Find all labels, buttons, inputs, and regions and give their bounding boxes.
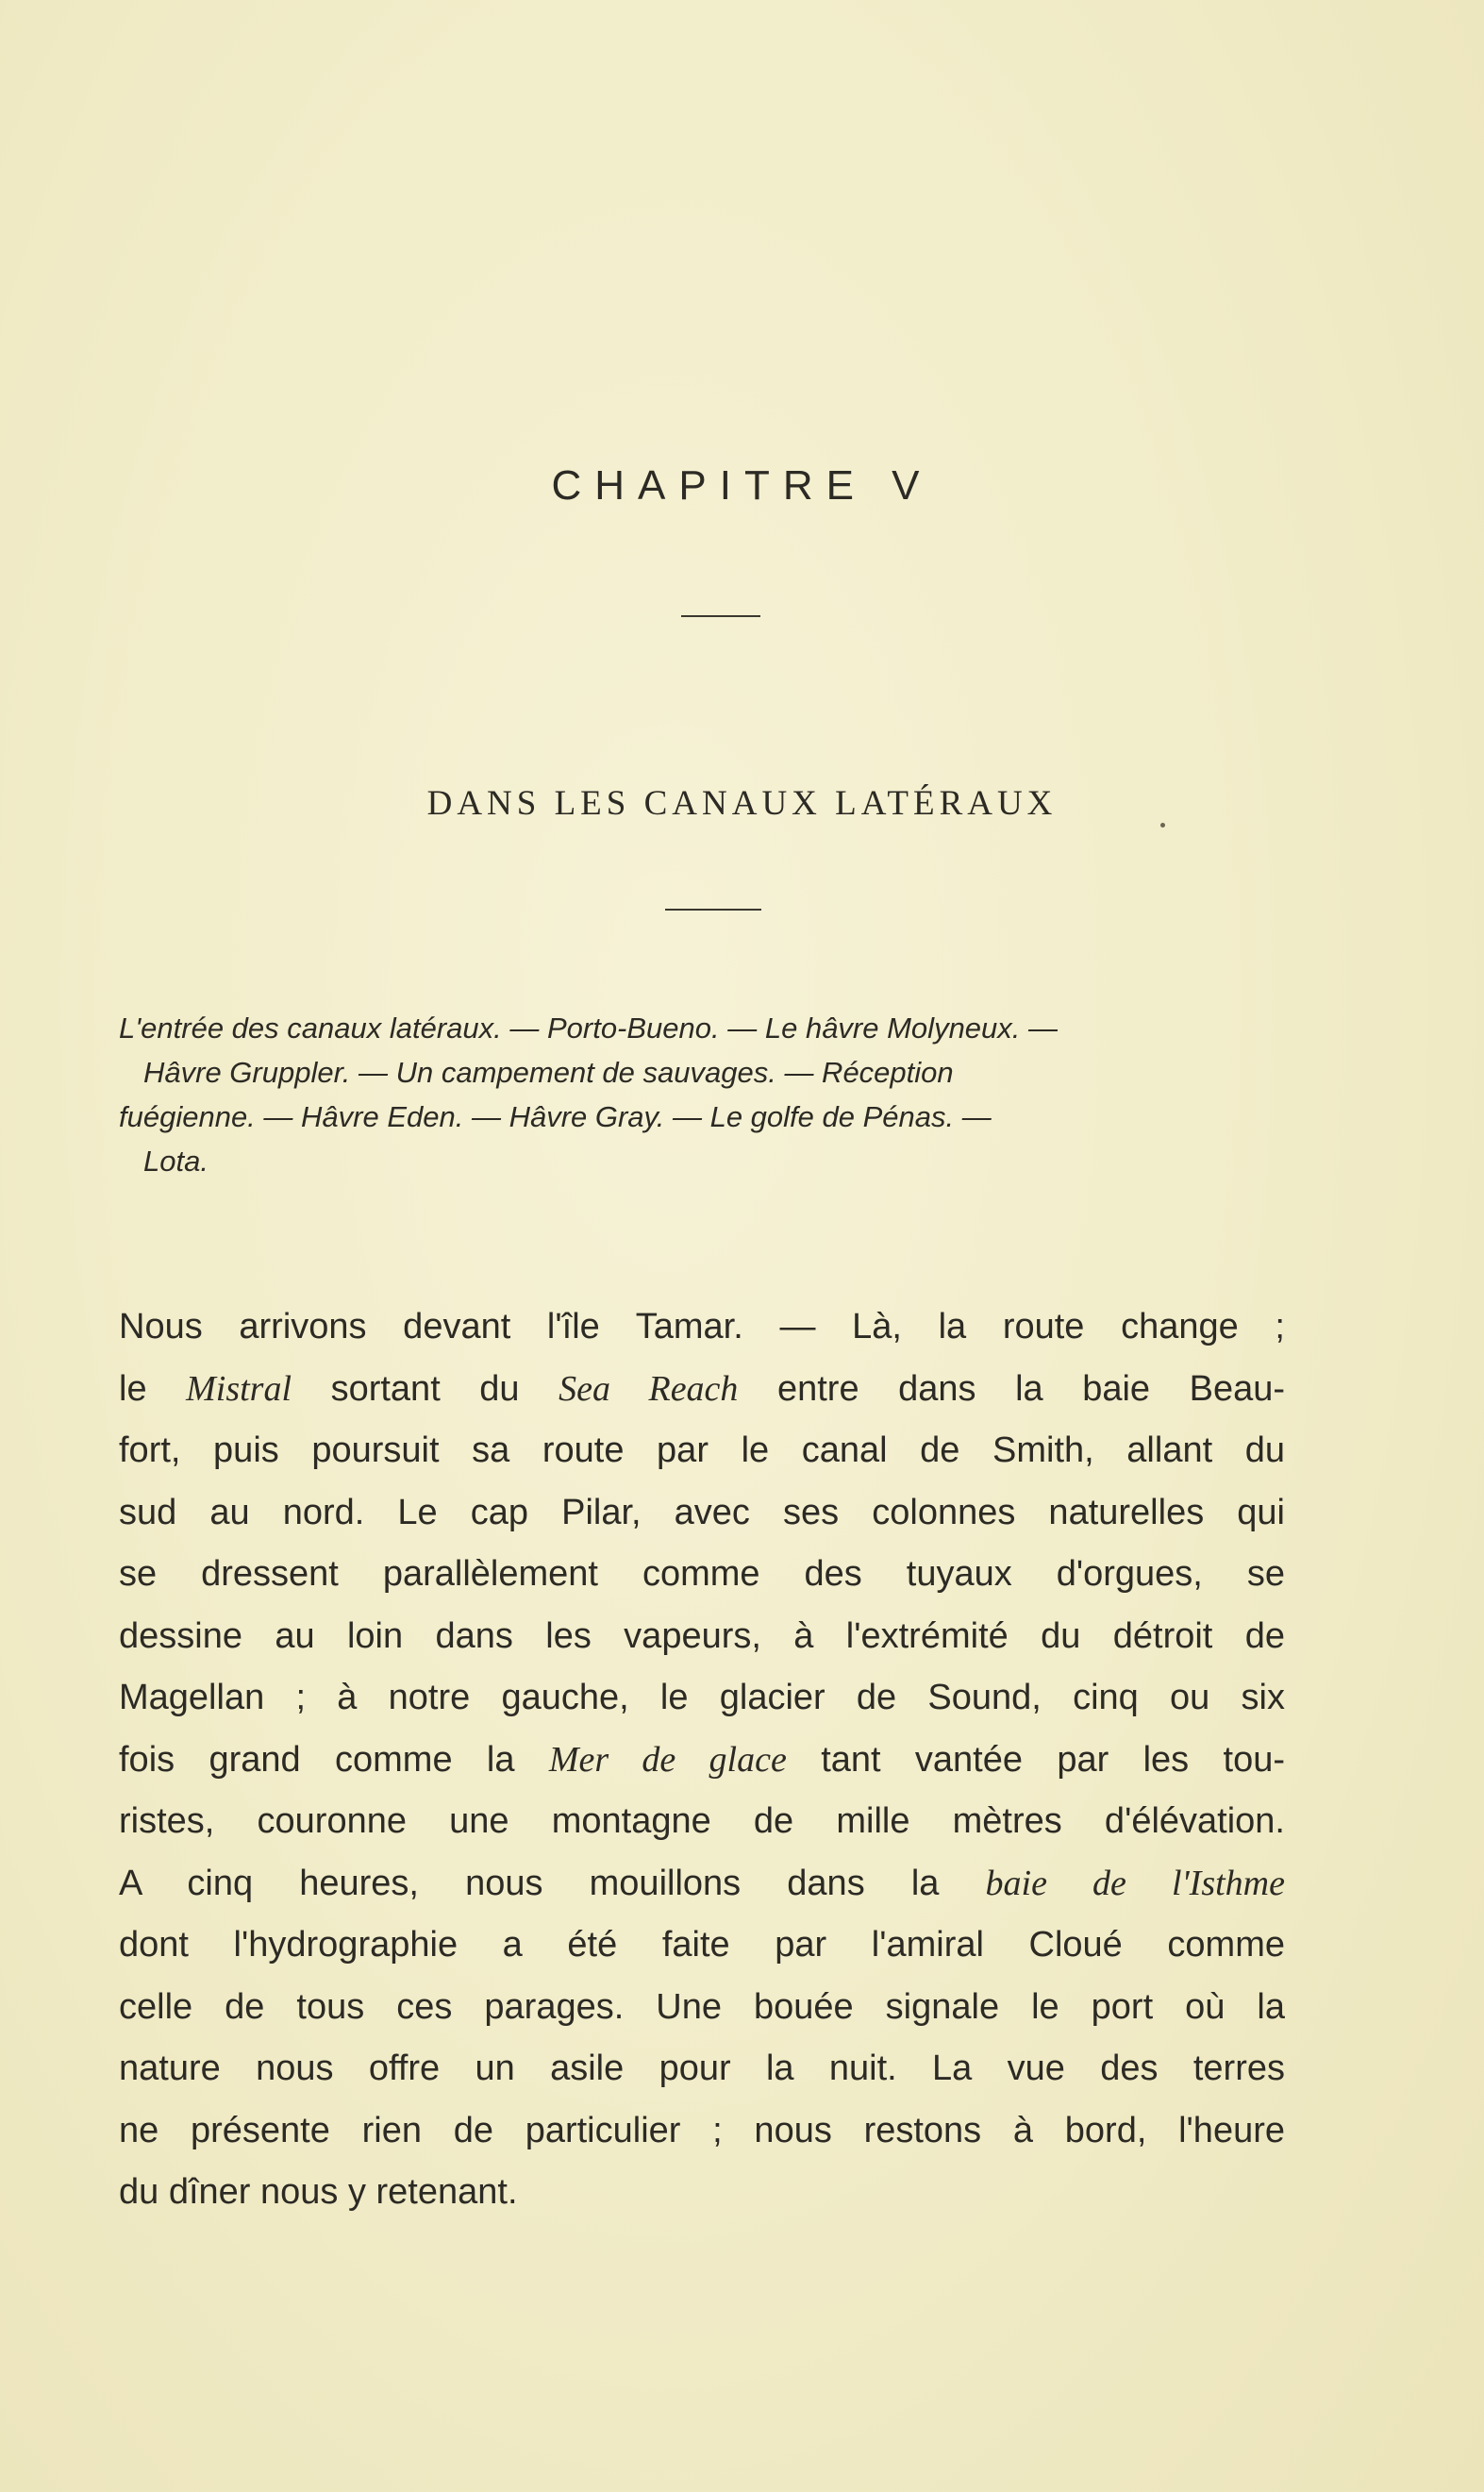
body-line: nature nous offre un asile pour la nuit. La vue des terres: [119, 2049, 1285, 2088]
body-line: du dîner nous y retenant.: [119, 2172, 518, 2212]
body-line: se dressent parallèlement comme des tuyaux d'orgues, se: [119, 1554, 1285, 1594]
body-line: ne présente rien de particulier ; nous restons à bord, l'heure: [119, 2110, 1285, 2150]
place-name: Mer de glace: [548, 1739, 787, 1780]
body-line: fois grand comme la Mer de glace tant vantée par les tou-: [119, 1739, 1285, 1780]
body-line: Nous arrivons devant l'île Tamar. — Là, la route change ;: [119, 1307, 1285, 1346]
body-line: ristes, couronne une montagne de mille mètres d'élévation.: [119, 1801, 1285, 1841]
section-title: DANS LES CANAUX LATÉRAUX: [426, 784, 1058, 823]
body-line: fort, puis poursuit sa route par le canal de Smith, allant du: [119, 1430, 1285, 1470]
title-divider-top: [681, 615, 760, 617]
body-line: dont l'hydrographie a été faite par l'amiral Cloué comme: [119, 1925, 1285, 1965]
body-paragraph: [119, 1296, 1285, 2224]
summary-line: Lota.: [143, 1145, 208, 1178]
summary-line: L'entrée des canaux latéraux. — Porto-Bueno. — Le hâvre Molyneux. —: [119, 1012, 1059, 1045]
summary-line: fuégienne. — Hâvre Eden. — Hâvre Gray. — Le golfe de Pénas. —: [119, 1100, 992, 1133]
place-name: Sea Reach: [559, 1368, 739, 1409]
ship-name: Mistral: [186, 1368, 292, 1409]
body-line: Magellan ; à notre gauche, le glacier de Sound, cinq ou six: [119, 1678, 1285, 1717]
body-line: celle de tous ces parages. Une bouée signale le port où la: [119, 1986, 1285, 2027]
body-line: le Mistral sortant du Sea Reach entre dans la baie Beau-: [119, 1368, 1286, 1409]
paper-speck: [1160, 823, 1165, 828]
title-divider-bottom: [665, 909, 761, 911]
chapter-summary: [119, 1006, 1300, 1183]
body-line: dessine au loin dans les vapeurs, à l'extrémité du détroit de: [119, 1615, 1285, 1656]
body-line: A cinq heures, nous mouillons dans la baie de l'Isthme: [119, 1863, 1285, 1903]
place-name: baie de l'Isthme: [985, 1863, 1285, 1903]
chapter-title: CHAPITRE V: [551, 462, 933, 509]
summary-line: Hâvre Gruppler. — Un campement de sauvages. — Réception: [143, 1056, 954, 1089]
body-line: sud au nord. Le cap Pilar, avec ses colonnes naturelles qui: [119, 1492, 1285, 1532]
